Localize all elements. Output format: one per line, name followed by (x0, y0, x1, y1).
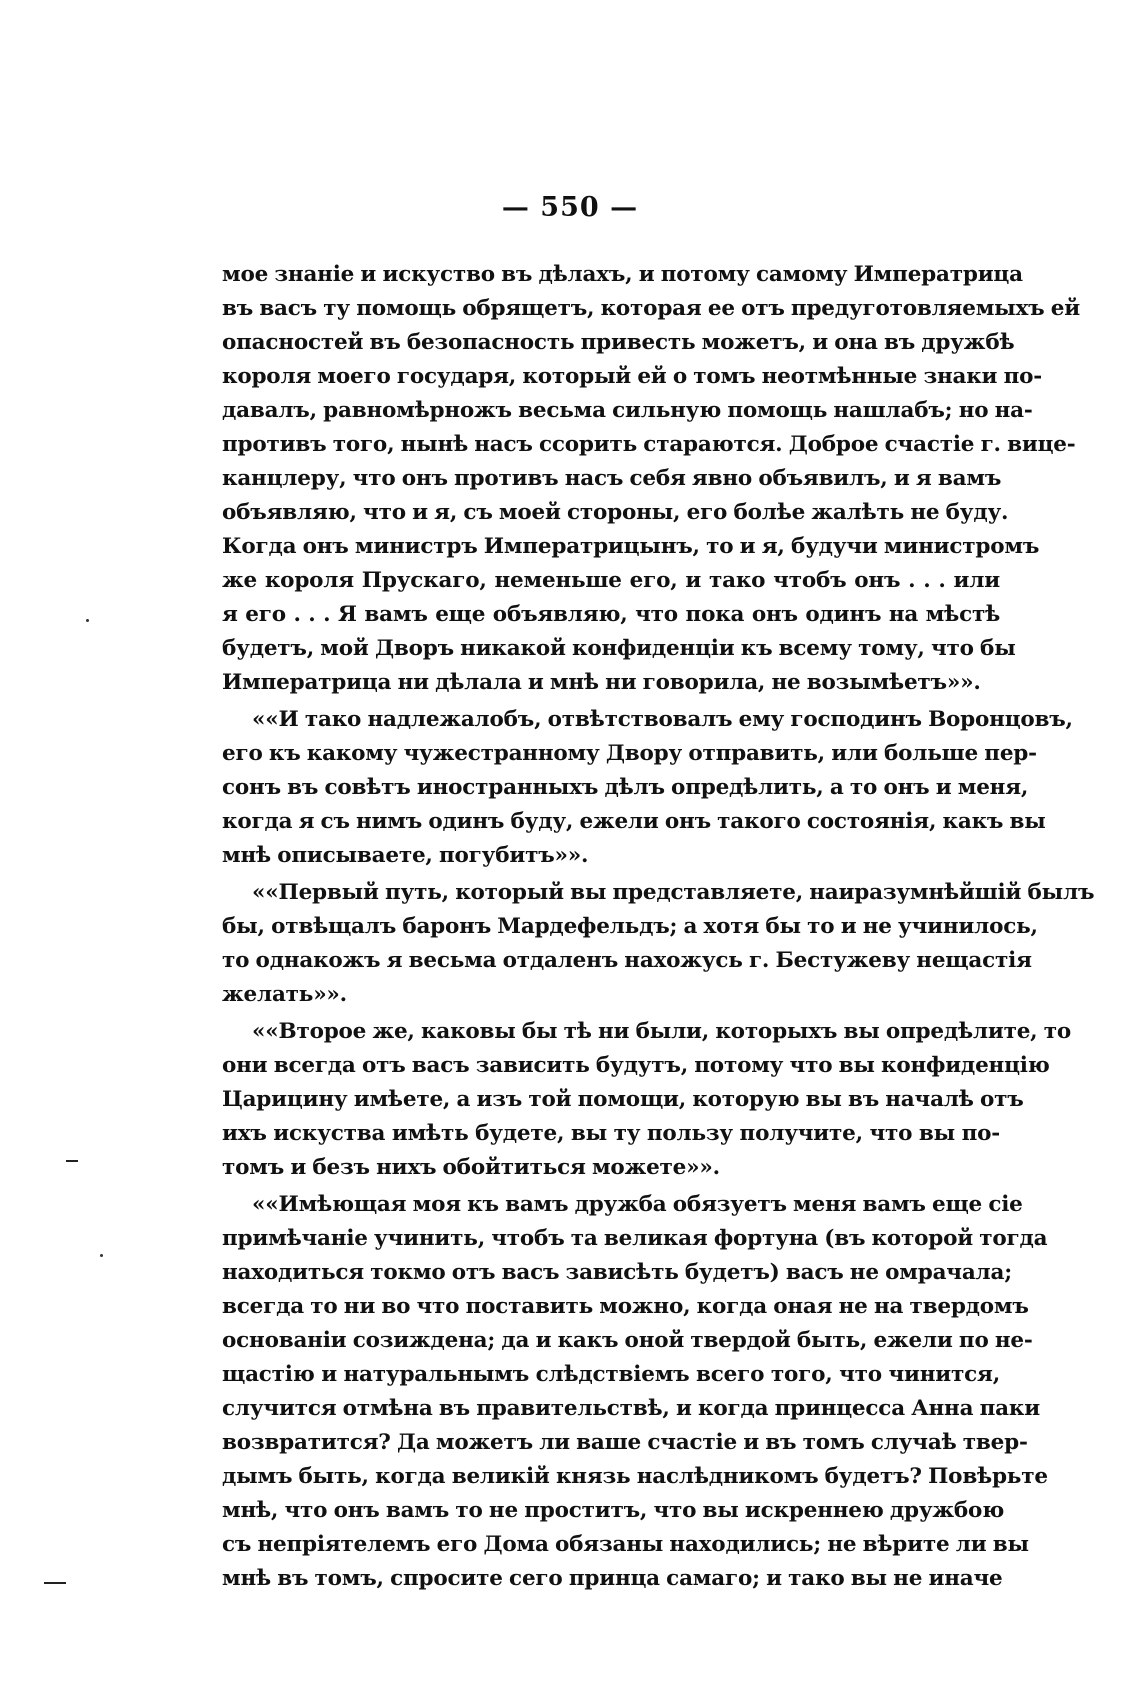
margin-mark (44, 1582, 66, 1584)
text-line: основаніи созиждена; да и какъ оной твердой быть, ежели по не- (222, 1328, 1033, 1353)
text-line: мнѣ описываете, погубитъ»». (222, 843, 589, 868)
text-line: же короля Прускаго, неменьше его, и тако чтобъ онъ . . . или (222, 568, 1000, 593)
text-line: Когда онъ министръ Императрицынъ, то и я, будучи министромъ (222, 534, 1040, 559)
text-line: канцлеру, что онъ противъ насъ себя явно объявилъ, и я вамъ (222, 466, 1002, 491)
text-line: возвратится? Да можетъ ли ваше счастіе и въ томъ случаѣ твер- (222, 1430, 1028, 1455)
text-line: въ васъ ту помощь обрящетъ, которая ее отъ предуготовляемыхъ ей (222, 296, 1080, 321)
paragraph (222, 1015, 1072, 1185)
text-line: томъ и безъ нихъ обойтиться можете»». (222, 1155, 720, 1180)
text-line: случится отмѣна въ правительствѣ, и когда принцесса Анна паки (222, 1396, 1040, 1421)
body-text (222, 258, 1095, 1596)
text-line: ихъ искуства имѣть будете, вы ту пользу получите, что вы по- (222, 1121, 1000, 1146)
text-line: они всегда отъ васъ зависить будутъ, потому что вы конфиденцію (222, 1053, 1050, 1078)
text-line: примѣчаніе учинить, чтобъ та великая фортуна (въ которой тогда (222, 1226, 1048, 1251)
text-line: всегда то ни во что поставить можно, когда оная не на твердомъ (222, 1294, 1029, 1319)
text-line: дымъ быть, когда великій князь наслѣдникомъ будетъ? Повѣрьте (222, 1464, 1048, 1489)
text-line: мнѣ, что онъ вамъ то не проститъ, что вы искреннею дружбою (222, 1498, 1005, 1523)
paragraph (222, 876, 1095, 1012)
text-line: его къ какому чужестранному Двору отправить, или больше пер- (222, 741, 1037, 766)
text-line: ««Первый путь, который вы представляете, наиразумнѣйшій былъ (252, 880, 1095, 905)
text-line: мое знаніе и искуство въ дѣлахъ, и потому самому Императрица (222, 262, 1023, 287)
paragraph (222, 1188, 1048, 1596)
paragraph (222, 703, 1073, 873)
text-line: желать»». (222, 982, 347, 1007)
text-line: противъ того, нынѣ насъ ссорить стараются. Доброе счастіе г. вице- (222, 432, 1076, 457)
text-line: короля моего государя, который ей о томъ неотмѣнные знаки по- (222, 364, 1042, 389)
text-line: бы, отвѣщалъ баронъ Мардефельдъ; а хотя бы то и не учинилось, (222, 914, 1038, 939)
text-line: щастію и натуральнымъ слѣдствіемъ всего того, что чинится, (222, 1362, 1000, 1387)
paragraph (222, 258, 1080, 700)
text-line: я его . . . Я вамъ еще объявляю, что пока онъ одинъ на мѣстѣ (222, 602, 1000, 627)
text-line: Императрица ни дѣлала и мнѣ ни говорила, не возымѣетъ»». (222, 670, 981, 695)
page-number: — 550 — (501, 192, 639, 223)
margin-speck (100, 1254, 103, 1257)
text-line: объявляю, что и я, съ моей стороны, его болѣе жалѣть не буду. (222, 500, 1009, 525)
text-line: будетъ, мой Дворъ никакой конфиденціи къ всему тому, что бы (222, 636, 1016, 661)
text-line: давалъ, равномѣрножъ весьма сильную помощь нашлабъ; но на- (222, 398, 1033, 423)
text-line: ««Второе же, каковы бы тѣ ни были, которыхъ вы опредѣлите, то (252, 1019, 1072, 1044)
text-line: то однакожъ я весьма отдаленъ нахожусь г. Бестужеву нещастія (222, 948, 1032, 973)
text-line: Царицину имѣете, а изъ той помощи, которую вы въ началѣ отъ (222, 1087, 1024, 1112)
text-line: ««Имѣющая моя къ вамъ дружба обязуетъ меня вамъ еще сіе (252, 1192, 1023, 1217)
text-line: мнѣ въ томъ, спросите сего принца самаго; и тако вы не иначе (222, 1566, 1003, 1591)
text-line: находиться токмо отъ васъ зависѣть будетъ) васъ не омрачала; (222, 1260, 1012, 1285)
margin-speck (86, 619, 89, 622)
text-line: опасностей въ безопасность привесть можетъ, и она въ дружбѣ (222, 330, 1015, 355)
text-line: сонъ въ совѣтъ иностранныхъ дѣлъ опредѣлить, а то онъ и меня, (222, 775, 1029, 800)
text-line: ««И тако надлежалобъ, отвѣтствовалъ ему господинъ Воронцовъ, (252, 707, 1073, 732)
margin-mark (66, 1160, 78, 1162)
text-line: когда я съ нимъ одинъ буду, ежели онъ такого состоянія, какъ вы (222, 809, 1046, 834)
text-line: съ непріятелемъ его Дома обязаны находились; не вѣрите ли вы (222, 1532, 1029, 1557)
